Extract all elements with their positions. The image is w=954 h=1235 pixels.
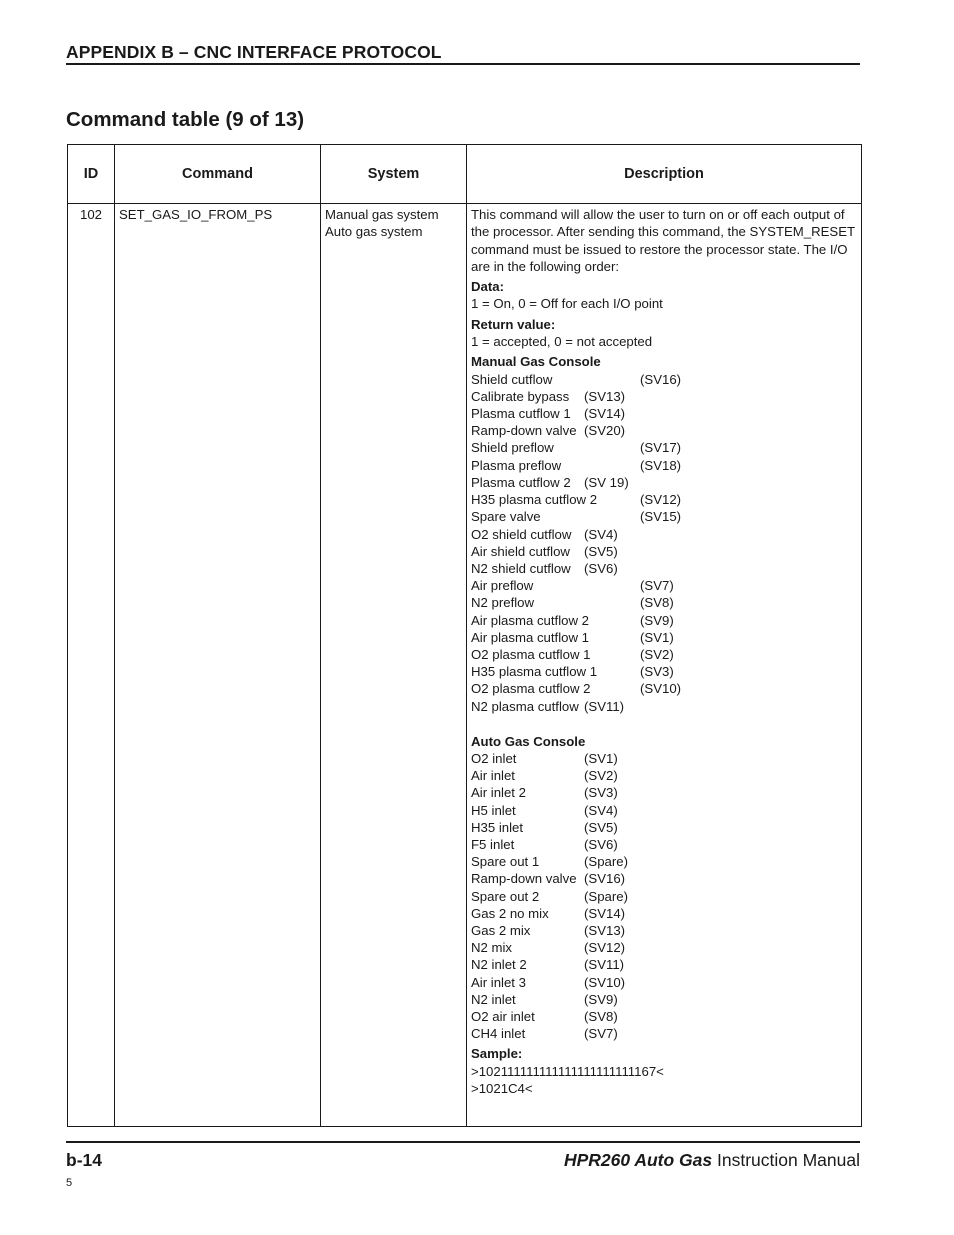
io-name: H35 plasma cutflow 1 (471, 664, 598, 680)
io-name: Plasma preflow (471, 457, 562, 473)
io-code: (SV14) (584, 406, 626, 422)
io-row (471, 474, 857, 491)
io-name: O2 air inlet (471, 1009, 535, 1025)
io-code: (SV1) (584, 751, 618, 767)
io-code: (SV10) (640, 681, 682, 697)
io-row (471, 698, 857, 715)
header-command: Command (115, 145, 321, 204)
io-row (471, 888, 857, 905)
io-name: Ramp-down valve (471, 871, 577, 887)
io-name: Air preflow (471, 578, 534, 594)
io-row (471, 767, 857, 784)
io-code: (SV2) (640, 646, 674, 662)
io-code: (SV12) (640, 492, 682, 508)
io-name: Gas 2 no mix (471, 905, 549, 921)
io-name: O2 plasma cutflow 1 (471, 646, 591, 662)
auto-io-list (471, 750, 857, 1042)
return-text: 1 = accepted, 0 = not accepted (471, 334, 653, 350)
io-code: (SV17) (640, 440, 682, 456)
io-code: (SV2) (584, 768, 618, 784)
manual-name: Instruction Manual (717, 1150, 860, 1170)
io-name: CH4 inlet (471, 1026, 526, 1042)
io-row (471, 974, 857, 991)
io-name: Gas 2 mix (471, 923, 531, 939)
description-intro: This command will allow the user to turn on or off each output of the processor. After sending this command, the SYSTEM_RESET command must be issued to restore the processor state. The I/O are in the following order: (471, 207, 855, 274)
io-name: N2 mix (471, 940, 513, 956)
io-code: (SV5) (584, 819, 618, 835)
io-row (471, 577, 857, 594)
sample-line: >102111111111111111111111167< (471, 1063, 664, 1079)
io-code: (Spare) (584, 888, 628, 904)
io-name: Air inlet 2 (471, 785, 526, 801)
io-row (471, 439, 857, 456)
page-number: b-14 (66, 1150, 102, 1170)
io-name: Spare valve (471, 509, 541, 525)
io-row (471, 991, 857, 1008)
io-row (471, 371, 857, 388)
data-text: 1 = On, 0 = Off for each I/O point (471, 296, 663, 312)
io-row (471, 594, 857, 611)
io-name: O2 inlet (471, 751, 517, 767)
io-code: (SV7) (584, 1026, 618, 1042)
header-rule (66, 63, 860, 65)
manual-io-list (471, 371, 857, 715)
system-item: Auto gas system (325, 224, 423, 240)
io-code: (SV13) (584, 388, 626, 404)
manual-console-label: Manual Gas Console (471, 354, 601, 370)
io-row (471, 836, 857, 853)
cell-command: SET_GAS_IO_FROM_PS (115, 204, 321, 1127)
io-row (471, 560, 857, 577)
sample-label: Sample: (471, 1046, 523, 1062)
io-name: N2 preflow (471, 595, 535, 611)
io-code: (SV6) (584, 837, 618, 853)
sample-line: >1021C4< (471, 1081, 533, 1097)
io-row (471, 457, 857, 474)
appendix-header: APPENDIX B – CNC INTERFACE PROTOCOL (66, 42, 442, 62)
cell-description (467, 204, 862, 1127)
io-code: (SV11) (584, 698, 625, 714)
io-name: O2 plasma cutflow 2 (471, 681, 591, 697)
io-row (471, 629, 857, 646)
io-code: (SV4) (584, 802, 618, 818)
io-row (471, 870, 857, 887)
io-name: N2 inlet 2 (471, 957, 527, 973)
io-row (471, 750, 857, 767)
io-name: O2 shield cutflow (471, 526, 572, 542)
io-row (471, 853, 857, 870)
io-row (471, 905, 857, 922)
table-row (68, 204, 862, 1127)
io-row (471, 422, 857, 439)
footer-rule (66, 1141, 860, 1143)
io-code: (SV3) (640, 664, 674, 680)
header-system: System (321, 145, 467, 204)
io-name: Air inlet 3 (471, 974, 526, 990)
io-row (471, 819, 857, 836)
data-label: Data: (471, 279, 504, 295)
io-code: (SV14) (584, 905, 626, 921)
io-row (471, 939, 857, 956)
io-name: Air shield cutflow (471, 543, 570, 559)
io-code: (SV16) (584, 871, 626, 887)
io-name: Spare out 1 (471, 854, 540, 870)
io-code: (SV5) (584, 543, 618, 559)
io-row (471, 491, 857, 508)
io-code: (SV15) (640, 509, 682, 525)
io-code: (SV10) (584, 974, 626, 990)
io-code: (SV11) (584, 957, 625, 973)
io-row (471, 543, 857, 560)
io-name: Air inlet (471, 768, 515, 784)
header-description: Description (467, 145, 862, 204)
system-item: Manual gas system (325, 207, 439, 222)
io-code: (SV9) (640, 612, 674, 628)
io-row (471, 405, 857, 422)
io-row (471, 612, 857, 629)
cell-system (321, 204, 467, 1127)
io-row (471, 922, 857, 939)
io-name: Plasma cutflow 1 (471, 406, 571, 422)
io-name: Air plasma cutflow 2 (471, 612, 589, 628)
io-code: (SV 19) (584, 474, 629, 490)
io-name: H35 plasma cutflow 2 (471, 492, 598, 508)
command-table (67, 144, 862, 1127)
io-name: Shield cutflow (471, 371, 553, 387)
io-row (471, 388, 857, 405)
io-row (471, 663, 857, 680)
io-code: (SV6) (584, 560, 618, 576)
manual-title (564, 1150, 860, 1171)
io-name: Plasma cutflow 2 (471, 474, 571, 490)
io-code: (SV13) (584, 923, 626, 939)
header-id: ID (68, 145, 115, 204)
io-row (471, 1008, 857, 1025)
return-label: Return value: (471, 316, 556, 332)
io-code: (SV18) (640, 457, 682, 473)
page-title: Command table (9 of 13) (66, 108, 305, 131)
io-code: (SV16) (640, 371, 682, 387)
io-row (471, 784, 857, 801)
revision-number: 5 (66, 1177, 73, 1189)
io-row (471, 680, 857, 697)
io-code: (Spare) (584, 854, 628, 870)
io-code: (SV1) (640, 629, 674, 645)
io-name: Spare out 2 (471, 888, 540, 904)
io-name: N2 plasma cutflow (471, 698, 579, 714)
io-row (471, 802, 857, 819)
cell-id: 102 (68, 204, 115, 1127)
io-name: Shield preflow (471, 440, 554, 456)
io-name: Calibrate bypass (471, 388, 570, 404)
io-code: (SV7) (640, 578, 674, 594)
io-code: (SV9) (584, 991, 618, 1007)
io-name: Air plasma cutflow 1 (471, 629, 589, 645)
io-row (471, 1025, 857, 1042)
io-name: H5 inlet (471, 802, 516, 818)
io-name: N2 inlet (471, 991, 516, 1007)
io-code: (SV8) (640, 595, 674, 611)
io-row (471, 646, 857, 663)
io-code: (SV8) (584, 1009, 618, 1025)
io-name: F5 inlet (471, 837, 515, 853)
io-row (471, 526, 857, 543)
io-row (471, 508, 857, 525)
io-name: Ramp-down valve (471, 423, 577, 439)
io-name: N2 shield cutflow (471, 560, 571, 576)
io-code: (SV3) (584, 785, 618, 801)
product-name: HPR260 Auto Gas (563, 1150, 713, 1170)
io-code: (SV12) (584, 940, 626, 956)
io-name: H35 inlet (471, 819, 524, 835)
table-header-row (68, 145, 862, 204)
io-code: (SV4) (584, 526, 618, 542)
io-row (471, 956, 857, 973)
io-code: (SV20) (584, 423, 626, 439)
auto-console-label: Auto Gas Console (471, 733, 586, 749)
